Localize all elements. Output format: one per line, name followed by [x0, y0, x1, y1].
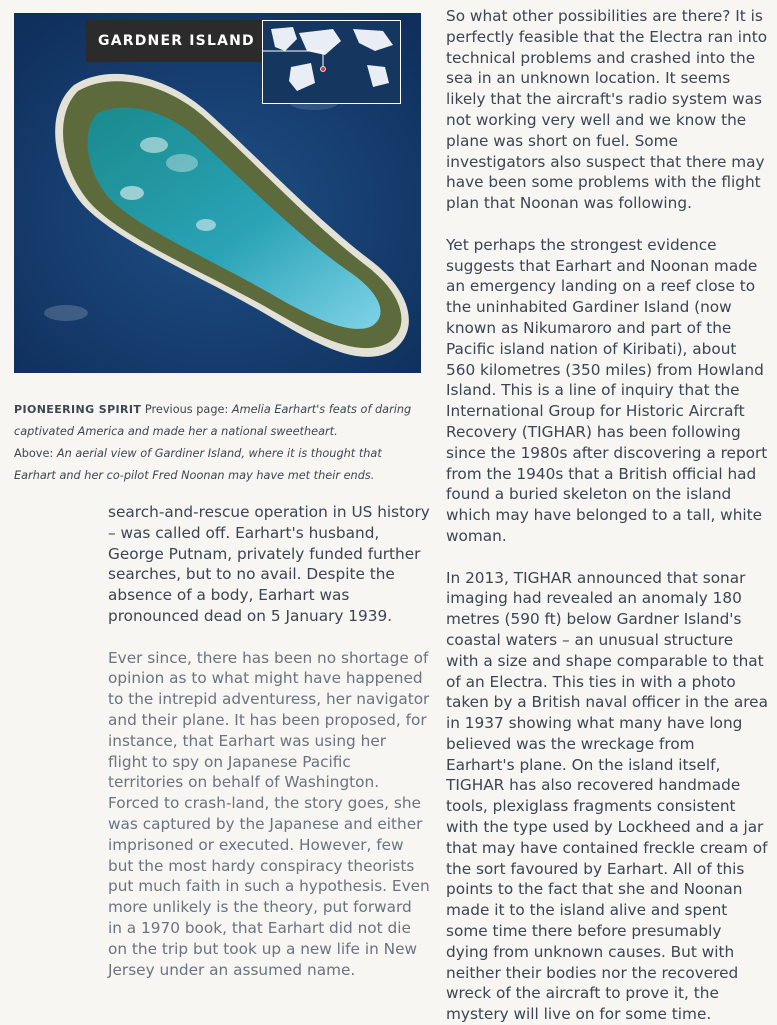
article-column-left	[108, 502, 430, 980]
caption-text-2: An aerial view of Gardiner Island, where it is thought that Earhart and her co-pilot Fred Noonan may have met their ends.	[14, 447, 382, 482]
aerial-island-photo	[14, 13, 421, 373]
caption-prefix-2: Above:	[14, 447, 54, 460]
photo-location-label: GARDNER ISLAND	[86, 20, 267, 62]
caption-text-1: Amelia Earhart's feats of daring captivated America and made her a national sweetheart.	[14, 403, 412, 438]
paragraph: In 2013, TIGHAR announced that sonar imaging had revealed an anomaly 180 metres (590 ft) below Gardner Island's coastal waters – an unusual structure with a size and shape comparable to that of an Electra. This ties in with a photo taken by a British naval officer in the area in 1937 showing what many have long believed was the wreckage from Earhart's plane. On the island itself, TIGHAR has also recovered handmade tools, plexiglass fragments consistent with the type used by Lockheed and a jar that may have contained freckle cream of the sort favoured by Earhart. All of this points to the fact that she and Noonan made it to the island alive and spent some time there before presumably dying from unknown causes. But with neither their bodies nor the recovered wreck of the aircraft to prove it, the mystery will live on for some time.	[446, 568, 768, 1024]
paragraph: Yet perhaps the strongest evidence suggests that Earhart and Noonan made an emergency landing on a reef close to the uninhabited Gardiner Island (now known as Nikumaroro and part of the Pacific island nation of Kiribati), about 560 kilometres (350 miles) from Howland Island. This is a line of inquiry that the International Group for Historic Aircraft Recovery (TIGHAR) has been following since the 1980s after discovering a report from the 1940s that a British official had found a buried skeleton on the island which may have belonged to a tall, white woman.	[446, 235, 768, 545]
paragraph: So what other possibilities are there? It is perfectly feasible that the Electra ran into technical problems and crashed into the sea in an unknown location. It seems likely that the aircraft's radio system was not working very well and we know the plane was short on fuel. Some investigators also suspect that there may have been some problems with the flight plan that Noonan was following.	[446, 7, 768, 213]
caption-prefix-1: Previous page:	[144, 403, 229, 416]
paragraph: search-and-rescue operation in US history – was called off. Earhart's husband, George Putnam, privately funded further searches, but to no avail. Despite the absence of a body, Earhart was pronounced dead on 5 January 1939.	[108, 503, 430, 625]
paragraph: Ever since, there has been no shortage of opinion as to what might have happened to the intrepid adventuress, her navigator and their plane. It has been proposed, for instance, that Earhart was using her flight to spy on Japanese Pacific territories on behalf of Washington. Forced to crash-land, the story goes, she was captured by the Japanese and either imprisoned or executed. However, few but the most hardy conspiracy theorists put much faith in such a hypothesis. Even more unlikely is the theory, put forward in a 1970 book, that Earhart did not die on the trip but took up a new life in New Jersey under an assumed name.	[108, 648, 430, 979]
photo-caption	[14, 399, 419, 487]
caption-tag: PIONEERING SPIRIT	[14, 403, 142, 416]
article-column-right	[446, 6, 768, 1025]
world-locator-map-icon	[262, 20, 401, 104]
